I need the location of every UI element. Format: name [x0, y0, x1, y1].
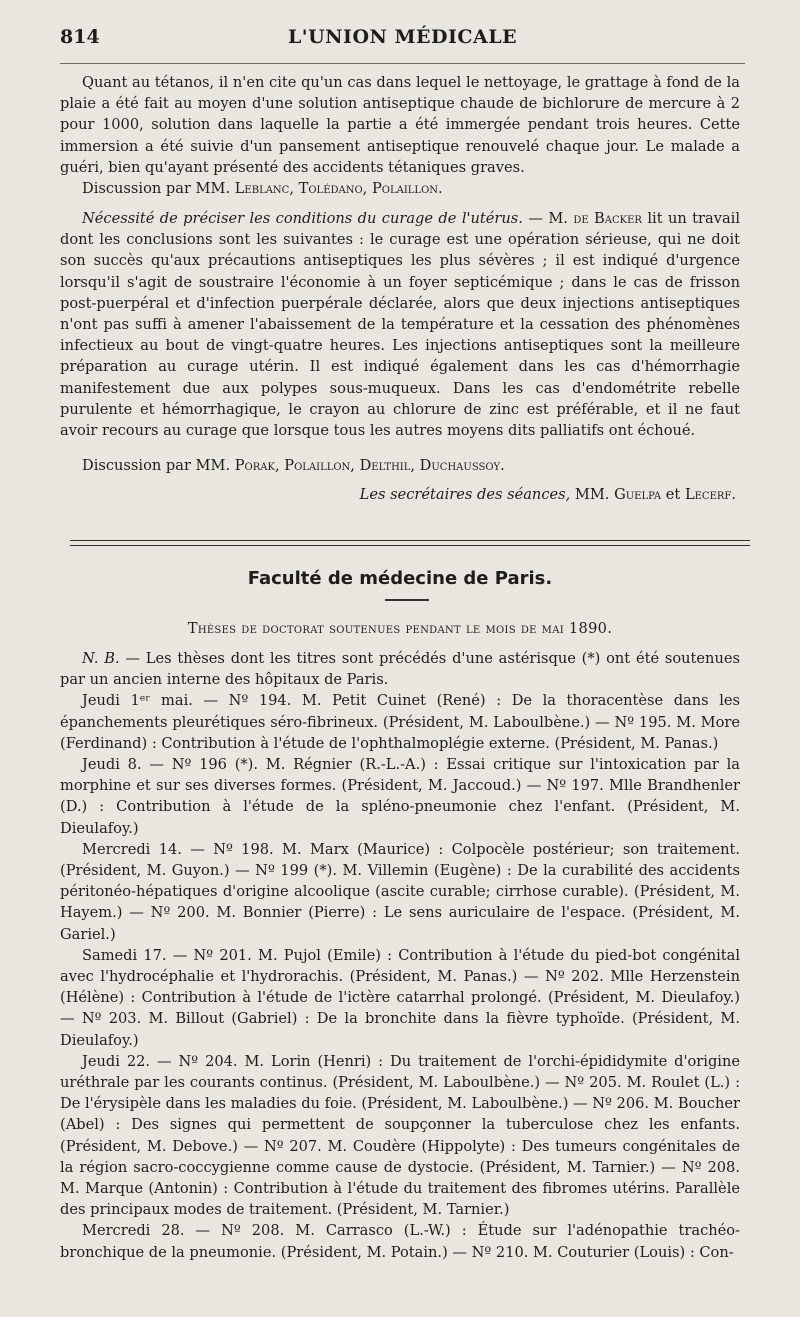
- theses-entry: Samedi 17. — Nº 201. M. Pujol (Emile) : Contribution à l'étude du pied-bot congénital avec l'hydrocéphalie et l'hydrorachis. (Président, M. Panas.) — Nº 202. Mlle Herzenstein (Hélène) : Contribution à l'étude de l'ictère catarrhal prolongé. (Président, M. Dieulafoy.) — Nº 203. M. Billout (Gabriel) : De la bronchite dans la fièvre typhoïde. (Président, M. Dieulafoy.): [60, 946, 740, 1049]
- header-rule: [60, 63, 745, 64]
- curage-body: lit un travail dont les conclusions sont les suivantes : le curage est une opération sérieuse, qui ne doit son succès qu'aux précautions antiseptiques les plus sévères ; il est indiqué d'urgence lorsqu'il s'agit de soustraire l'économie à un foyer septicémique ; dans le cas de frisson post-puerpéral et d'infection puerpérale déclarée, alors que deux injections antiseptiques n'ont pas suffi à amener l'abaissement de la température et la cessation des phénomènes infectieux au bout de vingt-quatre heures. Les injections antiseptiques sont la meilleure préparation au curage utérin. Il est indiqué également dans les cas d'hémorrhagie manifestement due aux polypes sous-muqueux. Dans les cas d'endométrite rebelle purulente et hémorrhagique, le crayon au chlorure de zinc est préférable, et il ne faut avoir recours au curage que lorsque tous les autres moyens dits palliatifs ont échoué.: [60, 210, 740, 440]
- faculty-title: Faculté de médecine de Paris.: [247, 568, 553, 589]
- signature-text: Les secrétaires des séances,: [359, 486, 571, 504]
- discussion-prefix: Discussion par MM.: [82, 180, 231, 198]
- signature-et: et: [661, 486, 685, 504]
- theses-entry: Jeudi 1ᵉʳ mai. — Nº 194. M. Petit Cuinet (René) : De la thoracentèse dans les épanchements pleurétiques séro-fibrineux. (Président, M. Laboulbène.) — Nº 195. M. More (Ferdinand) : Contribution à l'étude de l'ophthalmoplégie externe. (Président, M. Panas.): [60, 692, 740, 752]
- section-divider: [70, 540, 750, 546]
- signature-line: [60, 484, 740, 505]
- running-header: [60, 22, 745, 56]
- theses-list: [60, 648, 740, 1263]
- discussion-names-2: Porak, Polaillon, Delthil, Duchaussoy.: [234, 457, 505, 475]
- tetanos-section: [60, 72, 740, 199]
- signature-name-1: Guelpa: [614, 486, 662, 504]
- discussion-names: Leblanc, Tolédano, Polaillon.: [234, 180, 443, 198]
- discussion-line-1: [60, 178, 740, 199]
- discussion-prefix-2: Discussion par MM.: [82, 457, 231, 475]
- page-number: 814: [60, 26, 100, 48]
- signature-mm: MM.: [570, 486, 610, 504]
- nb-label: N. B.: [82, 650, 120, 667]
- nb-text: — Les thèses dont les titres sont précédés d'une astérisque (*) ont été soutenues par un ancien interne des hôpitaux de Paris.: [60, 650, 740, 689]
- theses-subtitle: Thèses de doctorat soutenues pendant le mois de mai 1890.: [187, 620, 613, 637]
- curage-section: [60, 208, 740, 506]
- paragraph-tetanos: Quant au tétanos, il n'en cite qu'un cas dans lequel le nettoyage, le grattage à fond de la plaie a été fait au moyen d'une solution antiseptique chaude de bichlorure de mercure à 2 pour 1000, solution dans laquelle la partie a été immergée pendant trois heures. Cette immersion a été suivie d'un pansement antiseptique renouvelé chaque jour. Le malade a guéri, bien qu'ayant présenté des accidents tétaniques graves.: [60, 74, 740, 176]
- curage-title: Nécessité de préciser les conditions du curage de l'utérus.: [82, 210, 523, 227]
- nb-note: [60, 648, 740, 690]
- title-rule: [385, 599, 429, 601]
- paragraph-curage: [60, 208, 740, 441]
- discussion-line-2: [60, 455, 740, 476]
- theses-entry: Mercredi 14. — Nº 198. M. Marx (Maurice) : Colpocèle postérieur; son traitement. (Président, M. Guyon.) — Nº 199 (*). M. Villemin (Eugène) : De la curabilité des accidents péritonéo-hépatiques d'origine alcoolique (ascite curable; cirrhose curable). (Président, M. Hayem.) — Nº 200. M. Bonnier (Pierre) : Le sens auriculaire de l'espace. (Président, M. Gariel.): [60, 840, 740, 943]
- theses-entry: Jeudi 8. — Nº 196 (*). M. Régnier (R.-L.-A.) : Essai critique sur l'intoxication par la morphine et sur ses diverses formes. (Président, M. Jaccoud.) — Nº 197. Mlle Brandhenler (D.) : Contribution à l'étude de la spléno-pneumonie chez l'enfant. (Président, M. Dieulafoy.): [60, 756, 740, 837]
- dash-m: — M.: [522, 210, 568, 227]
- signature-name-2: Lecerf.: [684, 486, 736, 504]
- journal-title: L'UNION MÉDICALE: [287, 26, 518, 48]
- theses-entry: Jeudi 22. — Nº 204. M. Lorin (Henri) : Du traitement de l'orchi-épididymite d'origine uréthrale par les courants continus. (Président, M. Laboulbène.) — Nº 205. M. Roulet (L.) : De l'érysipèle dans les maladies du foie. (Président, M. Laboulbène.) — Nº 206. M. Boucher (Abel) : Des signes qui permettent de soupçonner la tuberculose chez les enfants. (Président, M. Debove.) — Nº 207. M. Coudère (Hippolyte) : Des tumeurs congénitales de la région sacro-coccygienne comme cause de dystocie. (Président, M. Tarnier.) — Nº 208. M. Marque (Antonin) : Contribution à l'étude du traitement des fibromes utérins. Parallèle des principaux modes de traitement. (Président, M. Tarnier.): [60, 1052, 740, 1219]
- curage-author: de Backer: [573, 210, 642, 227]
- theses-entry: Mercredi 28. — Nº 208. M. Carrasco (L.-W.) : Étude sur l'adénopathie trachéo-bronchique de la pneumonie. (Président, M. Potain.) — Nº 210. M. Couturier (Louis) : Con-: [60, 1222, 740, 1261]
